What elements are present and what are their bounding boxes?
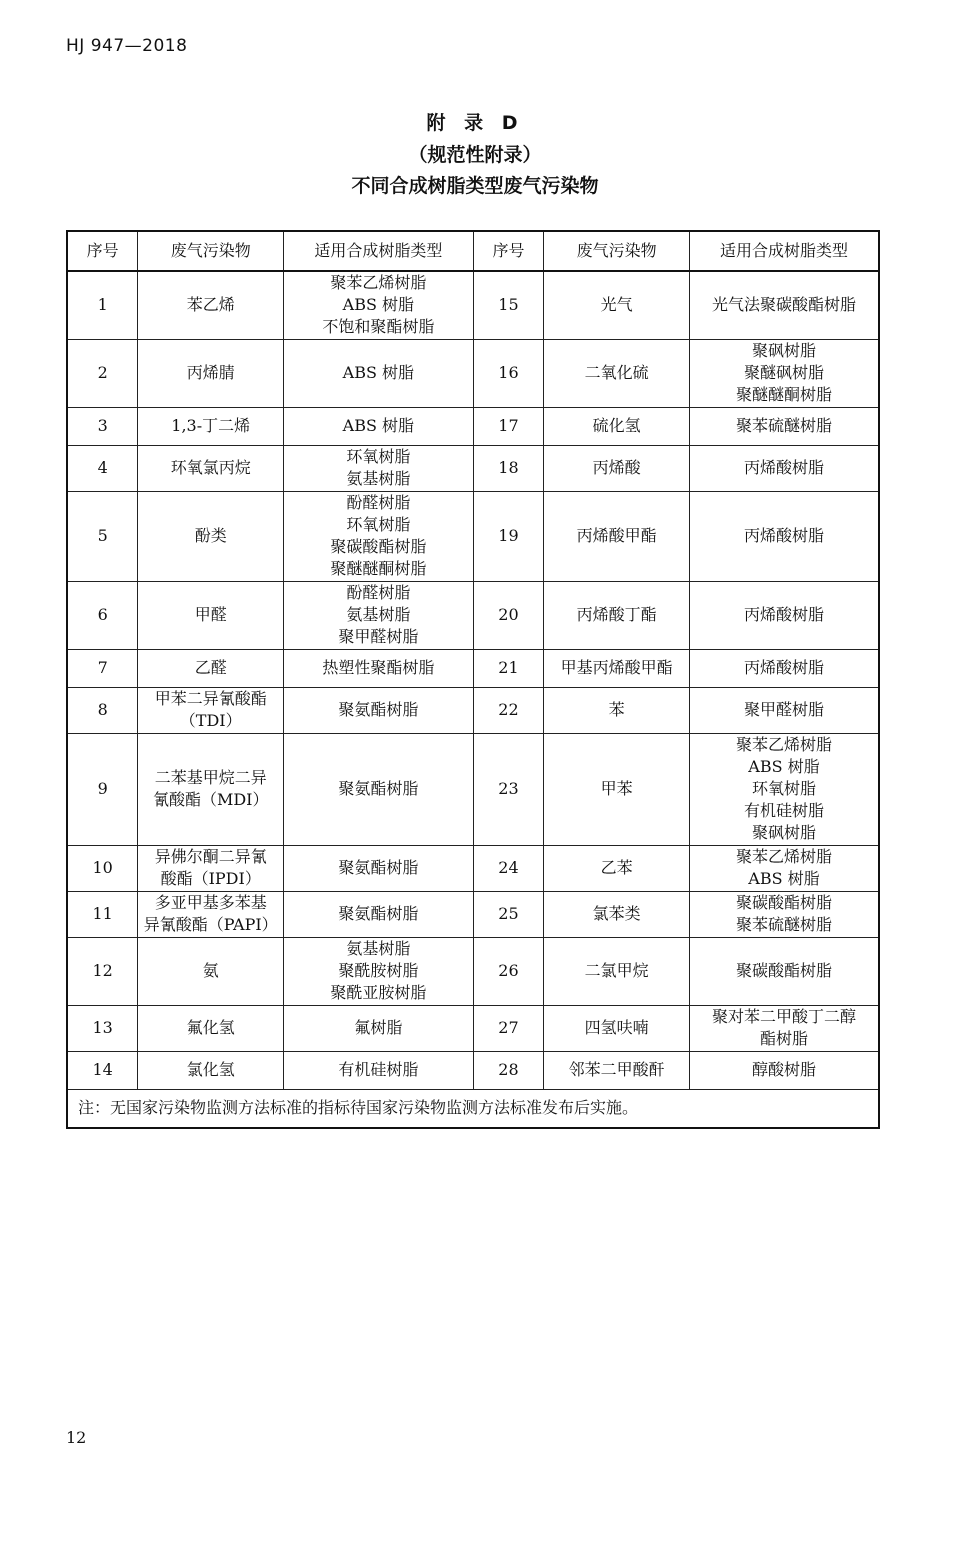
resin-type-cell: [689, 1005, 879, 1051]
row-number-cell: 26: [473, 937, 544, 1005]
row-number-cell: 21: [473, 649, 544, 687]
row-number-cell: 25: [473, 891, 544, 937]
row-number-cell: 27: [473, 1005, 544, 1051]
pollutant-cell: [138, 1005, 284, 1051]
cell-line: 聚醚砜树脂: [743, 363, 824, 382]
row-number-cell: 1: [67, 271, 138, 339]
cell-line: 聚酰亚胺树脂: [330, 983, 427, 1002]
cell-line: ABS 树脂: [342, 363, 415, 382]
pollutant-cell: [544, 687, 690, 733]
cell-line: 丙烯酸树脂: [743, 658, 824, 677]
resin-type-cell: [689, 733, 879, 845]
pollutant-cell: [138, 445, 284, 491]
cell-line: （TDI）: [179, 711, 242, 730]
pollutant-cell: [544, 733, 690, 845]
pollutant-cell: [544, 649, 690, 687]
cell-line: 异氰酸酯（PAPI）: [143, 915, 278, 934]
cell-line: 丙烯酸树脂: [743, 526, 824, 545]
table-row: [67, 891, 879, 937]
cell-line: 聚砜树脂: [751, 823, 816, 842]
cell-line: 环氧树脂: [346, 447, 411, 466]
cell-line: 氟化氢: [186, 1018, 235, 1037]
pollutant-cell: [138, 649, 284, 687]
cell-line: 光气法聚碳酸酯树脂: [711, 295, 856, 315]
pollutant-cell: [138, 491, 284, 581]
pollutant-cell: [138, 581, 284, 649]
cell-line: 1,3-丁二烯: [171, 416, 251, 435]
cell-line: 聚酰胺树脂: [338, 961, 419, 980]
row-number-cell: 3: [67, 407, 138, 445]
cell-line: 聚砜树脂: [751, 341, 816, 360]
row-number-cell: 4: [67, 445, 138, 491]
cell-line: 聚醚醚酮树脂: [330, 559, 427, 578]
document-code: HJ 947—2018: [66, 36, 188, 56]
cell-line: 聚碳酸酯树脂: [735, 893, 832, 912]
row-number-cell: 18: [473, 445, 544, 491]
row-number-cell: 9: [67, 733, 138, 845]
row-number-cell: 17: [473, 407, 544, 445]
cell-line: 丙烯酸: [592, 458, 641, 477]
cell-line: 环氧树脂: [346, 515, 411, 534]
row-number-cell: 22: [473, 687, 544, 733]
resin-type-cell: [284, 339, 473, 407]
cell-line: 丙烯酸树脂: [743, 605, 824, 624]
row-number-cell: 12: [67, 937, 138, 1005]
resin-type-cell: [284, 1051, 473, 1089]
cell-line: 酚类: [194, 526, 227, 545]
pollutant-cell: [544, 445, 690, 491]
row-number-cell: 19: [473, 491, 544, 581]
header-cell: 废气污染物: [544, 231, 690, 271]
pollutant-cell: [544, 271, 690, 339]
pollutant-cell: [544, 339, 690, 407]
pollutant-table: [66, 230, 880, 1129]
resin-type-cell: [284, 581, 473, 649]
row-number-cell: 20: [473, 581, 544, 649]
table-note: 注：无国家污染物监测方法标准的指标待国家污染物监测方法标准发布后实施。: [67, 1089, 879, 1128]
pollutant-cell: [138, 407, 284, 445]
pollutant-cell: [138, 339, 284, 407]
cell-line: 有机硅树脂: [338, 1060, 419, 1079]
header-cell: 废气污染物: [138, 231, 284, 271]
cell-line: 聚苯乙烯树脂: [330, 273, 427, 293]
cell-line: 二氯甲烷: [584, 961, 649, 980]
cell-line: 热塑性聚酯树脂: [322, 658, 435, 677]
resin-type-cell: [284, 649, 473, 687]
cell-line: 酸酯（IPDI）: [160, 869, 261, 888]
cell-line: 乙醛: [194, 658, 227, 677]
cell-line: 聚氨酯树脂: [338, 858, 419, 877]
table-row: [67, 1005, 879, 1051]
resin-type-cell: [284, 937, 473, 1005]
header-cell: 适用合成树脂类型: [689, 231, 879, 271]
cell-line: 丙烯酸丁酯: [576, 605, 657, 624]
cell-line: 聚碳酸酯树脂: [330, 537, 427, 556]
cell-line: 聚甲醛树脂: [743, 700, 824, 719]
resin-type-cell: [284, 891, 473, 937]
table-row: [67, 845, 879, 891]
row-number-cell: 2: [67, 339, 138, 407]
resin-type-cell: [284, 1005, 473, 1051]
row-number-cell: 16: [473, 339, 544, 407]
cell-line: 甲苯: [600, 779, 633, 798]
pollutant-cell: [544, 581, 690, 649]
resin-type-cell: [689, 491, 879, 581]
row-number-cell: 8: [67, 687, 138, 733]
row-number-cell: 11: [67, 891, 138, 937]
resin-type-cell: [284, 271, 473, 339]
pollutant-cell: [544, 1005, 690, 1051]
table-row: [67, 649, 879, 687]
cell-line: ABS 树脂: [748, 757, 820, 776]
cell-line: 酚醛树脂: [346, 493, 411, 512]
cell-line: 氨基树脂: [346, 469, 411, 488]
resin-type-cell: [689, 891, 879, 937]
pollutant-cell: [544, 407, 690, 445]
resin-type-cell: [689, 845, 879, 891]
cell-line: 聚碳酸酯树脂: [735, 961, 832, 980]
cell-line: 不饱和聚酯树脂: [322, 317, 435, 337]
resin-type-cell: [689, 1051, 879, 1089]
header-cell: 适用合成树脂类型: [284, 231, 473, 271]
cell-line: 酚醛树脂: [346, 583, 411, 602]
cell-line: 酯树脂: [759, 1029, 808, 1048]
cell-line: 多亚甲基多苯基: [154, 893, 267, 912]
cell-line: 聚氨酯树脂: [338, 779, 419, 798]
pollutant-cell: [138, 271, 284, 339]
row-number-cell: 5: [67, 491, 138, 581]
cell-line: 苯: [608, 700, 625, 719]
resin-type-cell: [284, 445, 473, 491]
cell-line: 聚对苯二甲酸丁二醇: [711, 1007, 856, 1026]
cell-line: 光气: [600, 295, 633, 315]
cell-line: 醇酸树脂: [751, 1060, 816, 1079]
appendix-nature: （规范性附录）: [408, 144, 542, 166]
pollutant-cell: [138, 845, 284, 891]
header-cell: 序号: [473, 231, 544, 271]
cell-line: ABS 树脂: [748, 869, 820, 888]
cell-line: 氨基树脂: [346, 605, 411, 624]
cell-line: 硫化氢: [592, 416, 641, 435]
cell-line: 氰酸酯（MDI）: [152, 790, 269, 809]
table-row: [67, 339, 879, 407]
row-number-cell: 13: [67, 1005, 138, 1051]
pollutant-cell: [544, 491, 690, 581]
cell-line: 氨基树脂: [346, 939, 411, 958]
resin-type-cell: [689, 407, 879, 445]
row-number-cell: 14: [67, 1051, 138, 1089]
pollutant-cell: [544, 845, 690, 891]
cell-line: 有机硅树脂: [743, 801, 824, 820]
cell-line: 氨: [202, 961, 219, 980]
resin-type-cell: [689, 339, 879, 407]
row-number-cell: 28: [473, 1051, 544, 1089]
table-row: [67, 687, 879, 733]
page-number: 12: [66, 1428, 87, 1447]
cell-line: 甲醛: [194, 605, 227, 624]
resin-type-cell: [689, 687, 879, 733]
cell-line: 氯化氢: [186, 1060, 235, 1079]
table-row: [67, 581, 879, 649]
cell-line: 聚苯硫醚树脂: [735, 915, 832, 934]
pollutant-cell: [138, 733, 284, 845]
header-cell: 序号: [67, 231, 138, 271]
cell-line: 环氧氯丙烷: [170, 458, 251, 477]
pollutant-cell: [138, 937, 284, 1005]
table-note-row: [67, 1089, 879, 1128]
pollutant-cell: [138, 891, 284, 937]
resin-type-cell: [284, 491, 473, 581]
cell-line: 二苯基甲烷二异: [154, 768, 267, 787]
cell-line: 四氢呋喃: [584, 1018, 649, 1037]
cell-line: 聚甲醛树脂: [338, 627, 419, 646]
pollutant-cell: [544, 937, 690, 1005]
resin-type-cell: [689, 581, 879, 649]
resin-type-cell: [689, 649, 879, 687]
cell-line: 环氧树脂: [751, 779, 816, 798]
cell-line: ABS 树脂: [342, 416, 415, 435]
cell-line: 聚苯硫醚树脂: [735, 416, 832, 435]
row-number-cell: 15: [473, 271, 544, 339]
cell-line: 二氧化硫: [584, 363, 649, 382]
row-number-cell: 23: [473, 733, 544, 845]
cell-line: 苯乙烯: [186, 295, 235, 315]
cell-line: 甲基丙烯酸甲酯: [560, 658, 673, 677]
cell-line: 聚苯乙烯树脂: [735, 847, 832, 866]
resin-type-cell: [689, 937, 879, 1005]
pollutant-cell: [138, 1051, 284, 1089]
cell-line: ABS 树脂: [342, 295, 415, 315]
resin-type-cell: [689, 271, 879, 339]
resin-type-cell: [284, 687, 473, 733]
cell-line: 丙烯腈: [186, 363, 235, 382]
table-row: [67, 407, 879, 445]
table-row: [67, 445, 879, 491]
table-row: [67, 937, 879, 1005]
cell-line: 聚氨酯树脂: [338, 700, 419, 719]
row-number-cell: 7: [67, 649, 138, 687]
cell-line: 乙苯: [600, 858, 633, 877]
table-row: [67, 733, 879, 845]
cell-line: 甲苯二异氰酸酯: [154, 689, 267, 708]
row-number-cell: 10: [67, 845, 138, 891]
cell-line: 聚醚醚酮树脂: [735, 385, 832, 404]
table-header-row: [67, 231, 879, 271]
cell-line: 丙烯酸树脂: [743, 458, 824, 477]
appendix-heading: 不同合成树脂类型废气污染物: [351, 175, 599, 197]
pollutant-cell: [138, 687, 284, 733]
appendix-title: 附 录 D: [426, 112, 524, 134]
pollutant-cell: [544, 1051, 690, 1089]
table-row: [67, 271, 879, 339]
row-number-cell: 24: [473, 845, 544, 891]
cell-line: 邻苯二甲酸酐: [568, 1060, 665, 1079]
cell-line: 氟树脂: [354, 1018, 403, 1037]
table-row: [67, 491, 879, 581]
cell-line: 氯苯类: [592, 904, 641, 923]
cell-line: 聚苯乙烯树脂: [735, 735, 832, 754]
resin-type-cell: [284, 845, 473, 891]
cell-line: 异佛尔酮二异氰: [154, 847, 267, 866]
row-number-cell: 6: [67, 581, 138, 649]
pollutant-cell: [544, 891, 690, 937]
resin-type-cell: [689, 445, 879, 491]
resin-type-cell: [284, 733, 473, 845]
cell-line: 聚氨酯树脂: [338, 904, 419, 923]
table-row: [67, 1051, 879, 1089]
cell-line: 丙烯酸甲酯: [576, 526, 657, 545]
resin-type-cell: [284, 407, 473, 445]
